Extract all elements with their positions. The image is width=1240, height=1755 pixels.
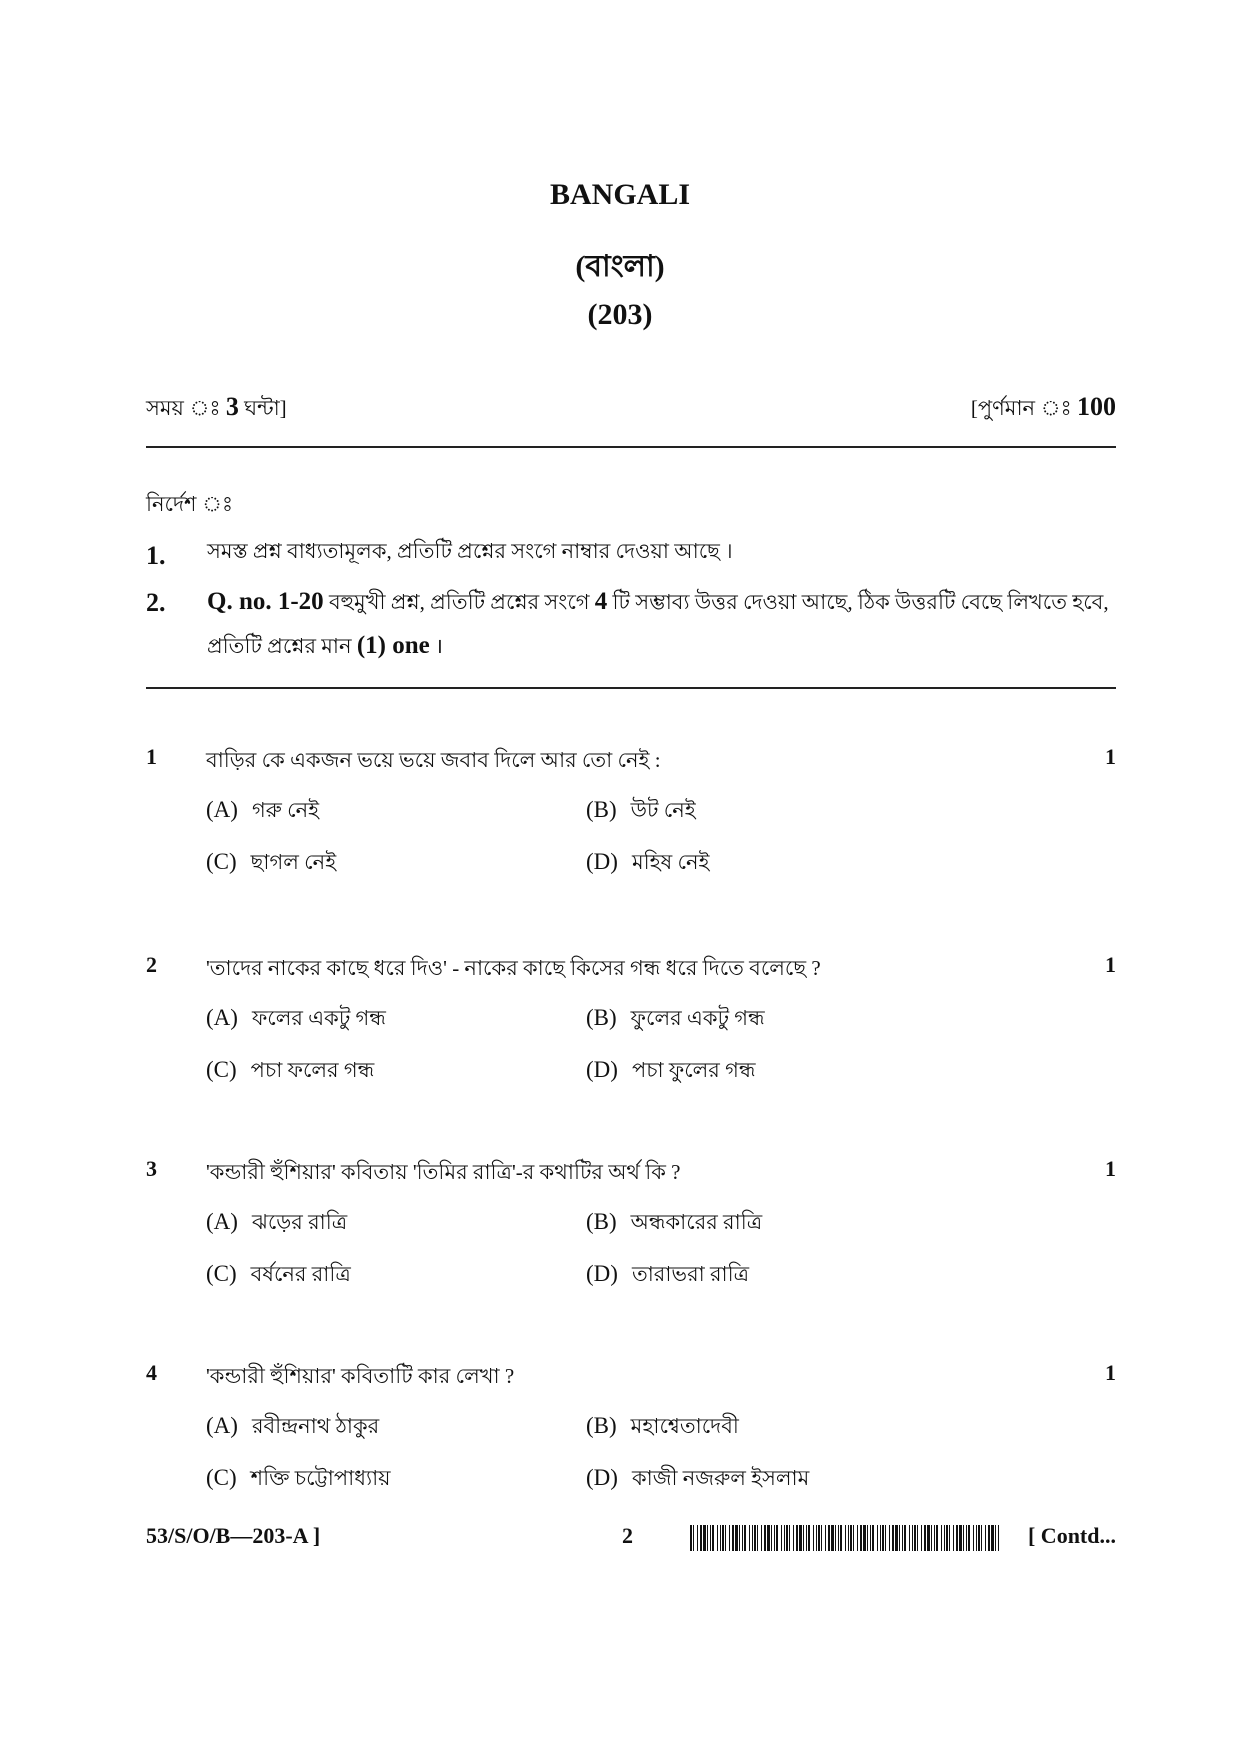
question-marks: 1 — [1105, 744, 1116, 769]
time-label: সময় ঃ — [146, 396, 221, 420]
divider-bottom — [146, 687, 1116, 689]
question-number: 4 — [146, 1360, 157, 1385]
instruction-text: সমস্ত প্রশ্ন বাধ্যতামূলক, প্রতিটি প্রশ্নের সংগে নাম্বার দেওয়া আছে । — [207, 539, 733, 563]
instruction-item — [146, 533, 1116, 570]
question-number: 1 — [146, 744, 157, 769]
instruction-number: 1. — [146, 541, 166, 570]
time-value: 3 — [225, 392, 239, 421]
instruction-item — [146, 580, 1116, 668]
paper-title: BANGALI — [549, 178, 691, 211]
option-d: (D) কাজী নজরুল ইসলাম — [586, 1465, 810, 1490]
option-a: (A) গরু নেই — [206, 797, 320, 822]
barcode — [690, 1525, 1000, 1551]
option-b: (B) অন্ধকারের রাত্রি — [586, 1209, 763, 1234]
instruction-number: 2. — [146, 588, 166, 617]
continued-label: [ Contd... — [1027, 1523, 1116, 1548]
option-a: (A) ফলের একটু গন্ধ — [206, 1005, 386, 1030]
option-c: (C) বর্ষনের রাত্রি — [206, 1261, 351, 1286]
question-number: 3 — [146, 1156, 157, 1181]
question-marks: 1 — [1105, 1156, 1116, 1181]
option-b: (B) মহাশ্বেতাদেবী — [586, 1413, 739, 1438]
marks-label: [পুর্ণমান ঃ — [970, 396, 1072, 420]
question-number: 2 — [146, 952, 157, 977]
option-a: (A) ঝড়ের রাত্রি — [206, 1209, 348, 1234]
question-text: 'কন্ডারী হুঁশিয়ার' কবিতায় 'তিমির রাত্রি'-র কথাটির অর্থ কি ? — [206, 1160, 681, 1184]
question-text: 'তাদের নাকের কাছে ধরে দিও' - নাকের কাছে কিসের গন্ধ ধরে দিতে বলেছে ? — [206, 956, 821, 980]
time-unit: ঘন্টা] — [244, 396, 287, 420]
paper-subtitle: (বাংলা) — [575, 250, 665, 283]
option-c: (C) পচা ফলের গন্ধ — [206, 1057, 375, 1082]
option-c: (C) ছাগল নেই — [206, 849, 337, 874]
option-d: (D) মহিষ নেই — [586, 849, 710, 874]
subject-code: (203) — [587, 298, 653, 331]
full-marks — [971, 392, 1116, 427]
divider-top — [146, 446, 1116, 448]
option-c: (C) শক্তি চট্টোপাধ্যায় — [206, 1465, 391, 1490]
option-b: (B) উট নেই — [586, 797, 696, 822]
question-text: 'কন্ডারী হুঁশিয়ার' কবিতাটি কার লেখা ? — [206, 1364, 515, 1388]
instruction-text: Q. no. 1-20 বহুমুখী প্রশ্ন, প্রতিটি প্রশ্নের সংগে 4 টি সম্ভাব্য উত্তর দেওয়া আছে, ঠিক উত্তরটি বেছে লিখতে হবে, প্রতিটি প্রশ্নের মান (1) one । — [207, 588, 1109, 659]
instructions-heading: নির্দেশ ঃ — [146, 492, 234, 516]
option-b: (B) ফুলের একটু গন্ধ — [586, 1005, 765, 1030]
page-number: 2 — [622, 1523, 633, 1548]
question-marks: 1 — [1105, 1360, 1116, 1385]
option-d: (D) পচা ফুলের গন্ধ — [586, 1057, 756, 1082]
marks-value: 100 — [1077, 392, 1116, 421]
question-text: বাড়ির কে একজন ভয়ে ভয়ে জবাব দিলে আর তো নেই : — [206, 748, 661, 772]
question-marks: 1 — [1105, 952, 1116, 977]
time-allowed — [146, 392, 287, 427]
option-d: (D) তারাভরা রাত্রি — [586, 1261, 750, 1286]
option-a: (A) রবীন্দ্রনাথ ঠাকুর — [206, 1413, 380, 1438]
paper-code: 53/S/O/B—203-A ] — [146, 1523, 321, 1548]
